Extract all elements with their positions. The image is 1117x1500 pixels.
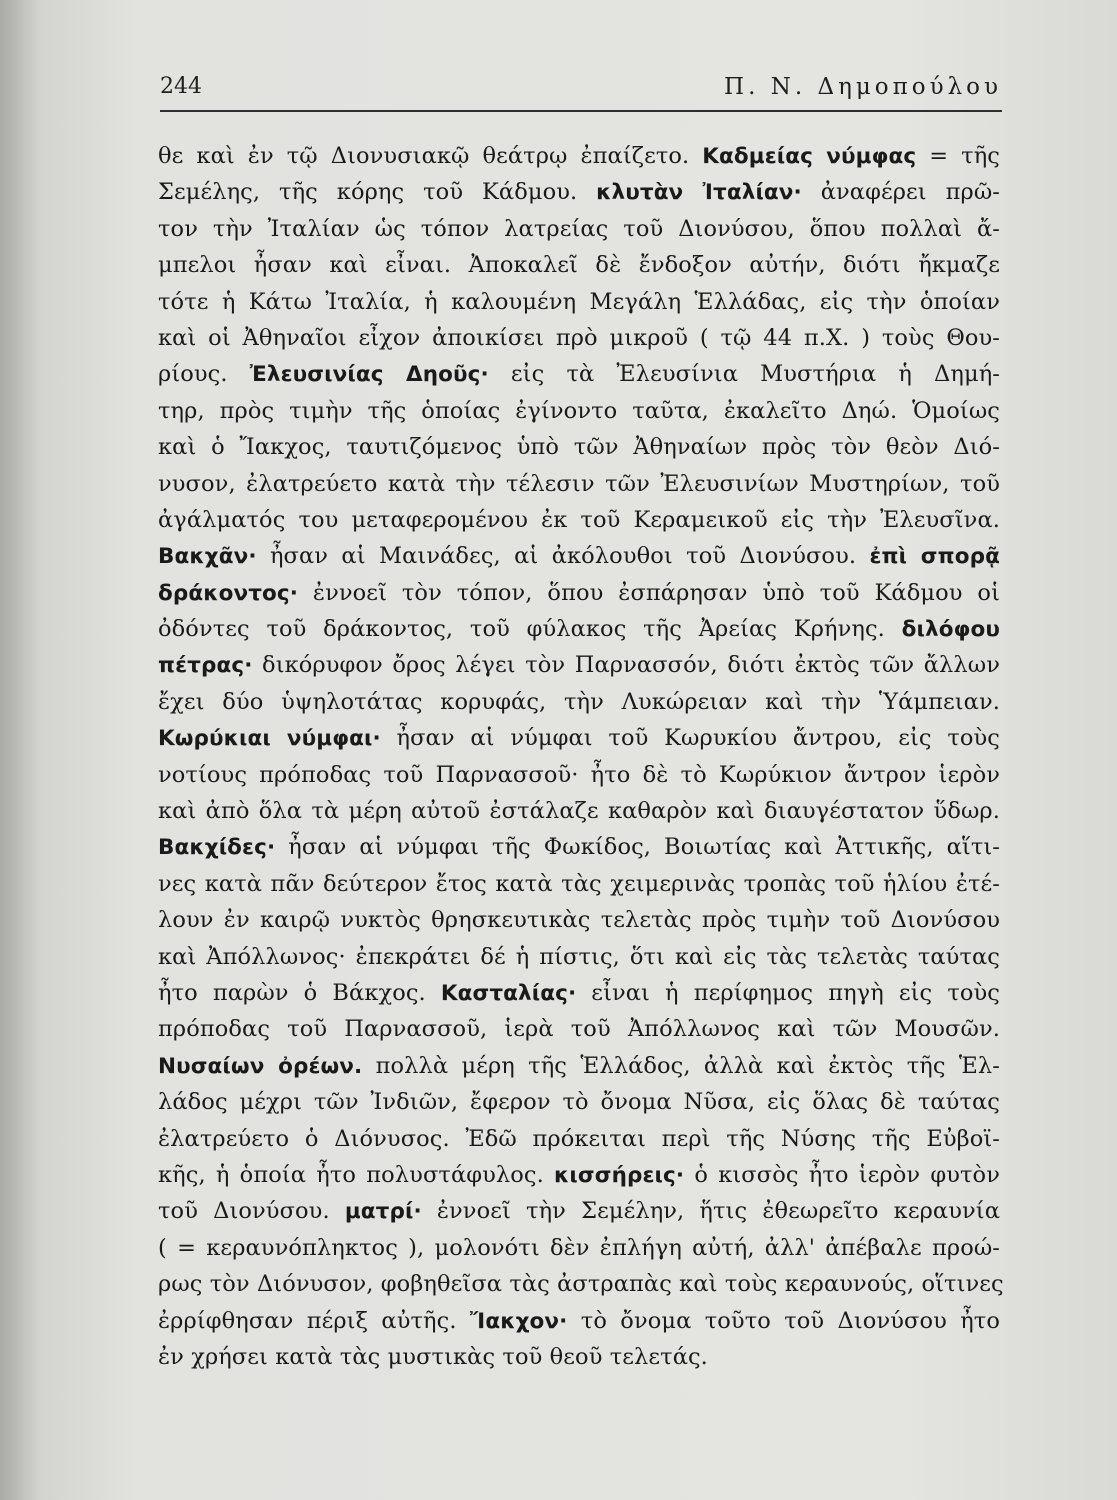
text-run: εἶναι ἡ περίφημος πηγὴ εἰς τοὺς — [576, 979, 1000, 1006]
text-line — [158, 939, 1000, 975]
lemma-keyword: δράκοντος· — [158, 580, 299, 606]
text-line — [158, 1303, 1000, 1339]
text-run: λουν ἐν καιρῷ νυκτὸς θρησκευτικὰς τελετὰς πρὸς τιμὴν τοῦ Διονύσου — [158, 907, 1000, 934]
lemma-keyword: πέτρας· — [158, 653, 253, 679]
lemma-keyword: κλυτὰν Ἰταλίαν· — [596, 180, 802, 206]
lemma-keyword: ματρί· — [344, 1199, 422, 1225]
text-line — [158, 138, 1000, 174]
text-line — [158, 502, 1000, 538]
text-run: ἔχει δύο ὑψηλοτάτας κορυφάς, τὴν Λυκώρειαν καὶ τὴν Ὑάμπειαν. — [158, 688, 1000, 715]
text-run: ὀδόντες τοῦ δράκοντος, τοῦ φύλακος τῆς Ἀρείας Κρήνης. — [158, 616, 902, 643]
text-run: ἦτο παρὼν ὁ Βάκχος. — [158, 979, 441, 1006]
text-run: ἦσαν αἱ νύμφαι τῆς Φωκίδος, Βοιωτίας καὶ Ἀττικῆς, αἵτι- — [275, 834, 1000, 861]
text-line — [158, 1157, 1000, 1193]
text-run: ἐν χρήσει κατὰ τὰς μυστικὰς τοῦ θεοῦ τελετάς. — [158, 1343, 708, 1370]
text-line — [158, 393, 1000, 429]
text-run: εἰς τὰ Ἐλευσίνια Μυστήρια ἡ Δημή- — [488, 361, 1000, 388]
text-run: νοτίους πρόποδας τοῦ Παρνασσοῦ· ἦτο δὲ τὸ Κωρύκιον ἄντρον ἱερὸν — [158, 761, 1000, 788]
text-run: καὶ ὁ Ἴακχος, ταυτιζόμενος ὑπὸ τῶν Ἀθηναίων πρὸς τὸν θεὸν Διό- — [158, 434, 1000, 461]
lemma-keyword: Κασταλίας· — [440, 980, 577, 1006]
text-line — [158, 1266, 1004, 1302]
text-run: ἀναφέρει πρῶ- — [801, 179, 1000, 206]
lemma-keyword: Κωρύκιαι νύμφαι· — [158, 726, 381, 752]
text-line — [158, 211, 1000, 247]
lemma-keyword: διλόφου — [901, 617, 1000, 643]
lemma-keyword: ἐπὶ σπορᾷ — [869, 544, 1000, 570]
text-run: ἦσαν αἱ Μαινάδες, αἱ ἀκόλουθοι τοῦ Διονύσου. — [256, 543, 870, 570]
text-line — [158, 284, 1000, 320]
text-line — [158, 757, 1000, 793]
text-line — [158, 793, 1000, 829]
text-line — [158, 466, 1000, 502]
text-run: λάδος μέχρι τῶν Ἰνδιῶν, ἔφερον τὸ ὄνομα Νῦσα, εἰς ὅλας δὲ ταύτας — [158, 1089, 1000, 1116]
text-run: πρόποδας τοῦ Παρνασσοῦ, ἱερὰ τοῦ Ἀπόλλωνος καὶ τῶν Μουσῶν. — [158, 1016, 1000, 1043]
text-line — [158, 647, 1000, 683]
text-run: τότε ἡ Κάτω Ἰταλία, ἡ καλουμένη Μεγάλη Ἑλλάδας, εἰς τὴν ὁποίαν — [158, 288, 1000, 315]
body-text — [158, 138, 1004, 1375]
text-line — [158, 975, 1000, 1011]
lemma-keyword: Ἴακχον· — [469, 1308, 568, 1334]
text-line — [158, 829, 1000, 865]
text-line — [158, 320, 1000, 356]
text-line — [158, 866, 1000, 902]
text-run: θε καὶ ἐν τῷ Διονυσιακῷ θεάτρῳ ἐπαίζετο. — [158, 143, 703, 169]
text-run: νυσον, ἐλατρεύετο κατὰ τὴν τέλεσιν τῶν Ἐλευσινίων Μυστηρίων, τοῦ — [158, 470, 1000, 497]
text-line — [158, 356, 1000, 392]
text-run: καὶ ἀπὸ ὅλα τὰ μέρη αὐτοῦ ἐστάλαζε καθαρὸν καὶ διαυγέστατον ὕδωρ. — [158, 798, 1000, 825]
text-run: = τῆς — [916, 143, 1000, 169]
text-line — [158, 575, 1000, 611]
text-line — [158, 611, 1000, 647]
text-run: ἐλατρεύετο ὁ Διόνυσος. Ἐδῶ πρόκειται περὶ τῆς Νύσης τῆς Εὐβοϊ- — [158, 1125, 1000, 1152]
text-run: πολλὰ μέρη τῆς Ἑλλάδος, ἀλλὰ καὶ ἐκτὸς τῆς Ἑλ- — [362, 1052, 1000, 1079]
running-head: Π. Ν. Δημοπούλου — [724, 74, 1002, 100]
text-run: ἐννοεῖ τὴν Σεμέλην, ἥτις ἐθεωρεῖτο κεραυνία — [421, 1198, 1000, 1225]
text-line — [158, 429, 1000, 465]
lemma-keyword: Καδμείας νύμφας — [702, 144, 917, 169]
text-run: δικόρυφον ὄρος λέγει τὸν Παρνασσόν, διότι ἐκτὸς τῶν ἄλλων — [252, 652, 1000, 679]
text-line — [158, 1011, 1000, 1047]
text-run: νες κατὰ πᾶν δεύτερον ἔτος κατὰ τὰς χειμερινὰς τροπὰς τοῦ ἡλίου ἐτέ- — [158, 870, 1000, 897]
text-run: τηρ, πρὸς τιμὴν τῆς ὁποίας ἐγίνοντο ταῦτα, ἐκαλεῖτο Δηώ. Ὁμοίως — [158, 397, 1000, 424]
text-run: καὶ Ἀπόλλωνος· ἐπεκράτει δέ ἡ πίστις, ὅτι καὶ εἰς τὰς τελετὰς ταύτας — [158, 943, 1000, 970]
text-line — [158, 1084, 1000, 1120]
lemma-keyword: Βακχᾶν· — [158, 544, 257, 570]
lemma-keyword: Ἐλευσινίας Δηοῦς· — [249, 362, 489, 388]
text-run: τὸ ὄνομα τοῦτο τοῦ Διονύσου ἦτο — [567, 1307, 1000, 1334]
page-number: 244 — [160, 74, 202, 99]
text-run: τον τὴν Ἰταλίαν ὡς τόπον λατρείας τοῦ Διονύσου, ὅπου πολλαὶ ἄ- — [158, 215, 1000, 242]
text-line — [158, 902, 1000, 938]
lemma-keyword: Βακχίδες· — [158, 835, 276, 861]
text-line — [158, 538, 1000, 574]
text-line — [158, 1230, 1000, 1266]
text-line — [158, 247, 1000, 283]
page-header — [160, 72, 1002, 112]
text-run: κῆς, ἡ ὁποία ἦτο πολυστάφυλος. — [158, 1161, 555, 1188]
text-line — [158, 1121, 1000, 1157]
text-run: ἐρρίφθησαν πέριξ αὐτῆς. — [158, 1307, 470, 1334]
lemma-keyword: Νυσαίων ὀρέων. — [158, 1053, 363, 1079]
text-run: μπελοι ἦσαν καὶ εἶναι. Ἀποκαλεῖ δὲ ἔνδοξον αὐτήν, διότι ἤκμαζε — [158, 252, 1000, 279]
text-run: ( = κεραυνόπληκτος ), μολονότι δὲν ἐπλήγη αὐτή, ἀλλ' ἀπέβαλε προώ- — [158, 1234, 1000, 1261]
text-run: ὁ κισσὸς ἦτο ἱερὸν φυτὸν — [684, 1161, 1000, 1188]
text-line — [158, 1193, 1000, 1229]
text-run: ρίους. — [158, 361, 250, 388]
text-run: τοῦ Διονύσου. — [158, 1198, 345, 1225]
text-line — [158, 1048, 1000, 1084]
text-run: ρως τὸν Διόνυσον, φοβηθεῖσα τὰς ἀστραπὰς καὶ τοὺς κεραυνούς, οἵτινες — [158, 1271, 1004, 1298]
text-line — [158, 174, 1000, 210]
text-line — [158, 1339, 1000, 1375]
text-line — [158, 720, 1000, 756]
text-run: ἀγάλματός του μεταφερομένου ἐκ τοῦ Κεραμεικοῦ εἰς τὴν Ἐλευσῖνα. — [158, 506, 1000, 533]
lemma-keyword: κισσήρεις· — [554, 1162, 685, 1188]
text-line — [158, 684, 1000, 720]
text-run: ἐννοεῖ τὸν τόπον, ὅπου ἐσπάρησαν ὑπὸ τοῦ Κάδμου οἱ — [298, 579, 1000, 606]
text-run: Σεμέλης, τῆς κόρης τοῦ Κάδμου. — [158, 179, 597, 206]
text-run: ἦσαν αἱ νύμφαι τοῦ Κωρυκίου ἄντρου, εἰς τοὺς — [380, 725, 1001, 752]
text-run: καὶ οἱ Ἀθηναῖοι εἶχον ἀποικίσει πρὸ μικροῦ ( τῷ 44 π.Χ. ) τοὺς Θου- — [158, 324, 1000, 351]
